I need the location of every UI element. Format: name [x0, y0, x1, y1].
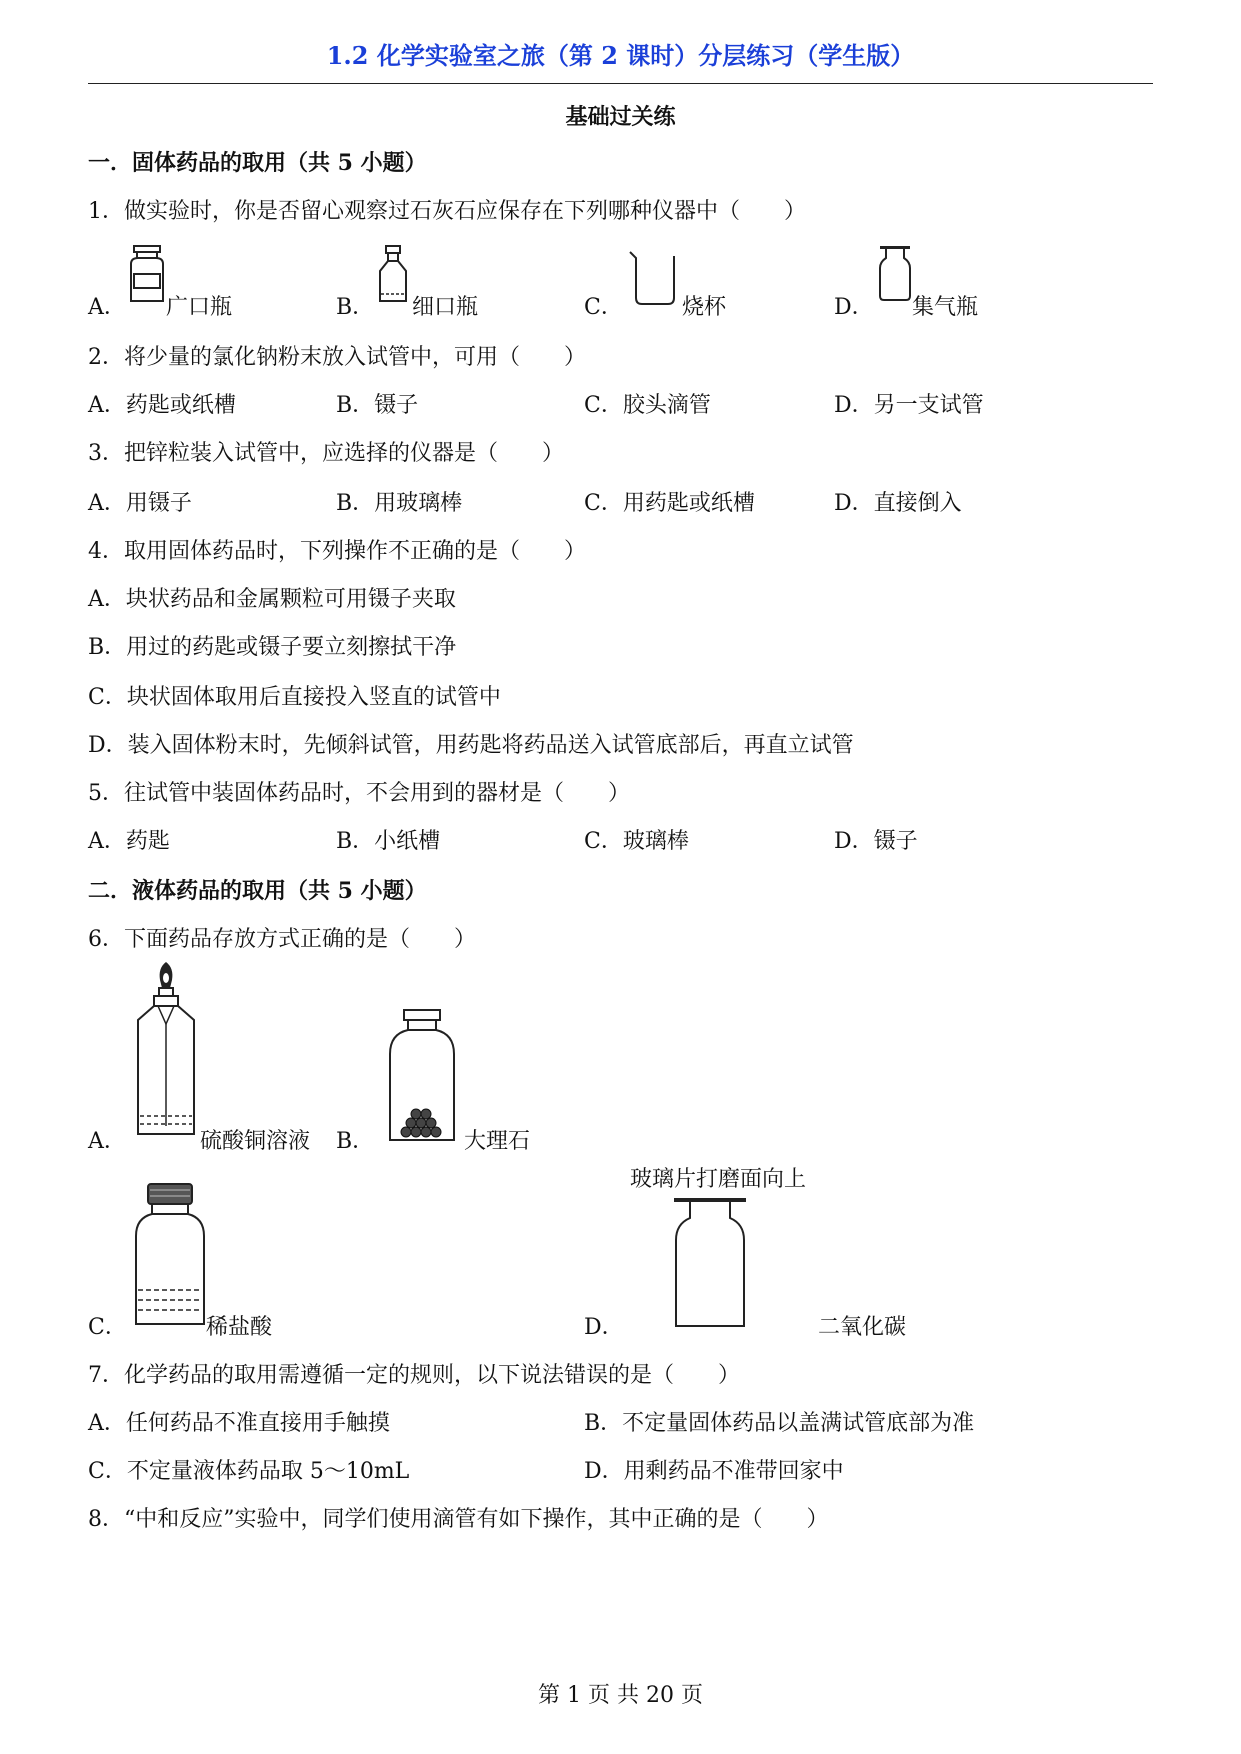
marble-bottle-icon	[382, 1006, 462, 1150]
q5-option-b: B．小纸槽	[336, 829, 441, 854]
q2-option-d: D．另一支试管	[834, 393, 984, 418]
q2-option-c: C．胶头滴管	[584, 393, 711, 418]
subtitle: 基础过关练	[565, 104, 676, 130]
gas-jar-with-glass-plate-icon	[670, 1196, 750, 1330]
question-2-stem: 2．将少量的氯化钠粉末放入试管中，可用（ ）	[88, 345, 586, 370]
q6-option-c-text: 稀盐酸	[206, 1315, 273, 1340]
q4-option-c: C．块状固体取用后直接投入竖直的试管中	[88, 685, 501, 710]
q3-option-b: B．用玻璃棒	[336, 491, 463, 516]
q2-option-b: B．镊子	[336, 393, 419, 418]
q1-option-a-text: 广口瓶	[166, 295, 233, 320]
q1-option-d-letter: D．	[834, 295, 874, 320]
q1-option-c-text: 烧杯	[682, 295, 727, 320]
question-4-stem: 4．取用固体药品时，下列操作不正确的是（ ）	[88, 539, 586, 564]
beaker-icon	[628, 250, 680, 308]
q5-option-a: A．药匙	[88, 829, 170, 854]
q7-option-a: A．任何药品不准直接用手触摸	[88, 1411, 390, 1436]
section-heading-2: 二．液体药品的取用（共 5 小题）	[88, 878, 427, 904]
header-divider	[88, 83, 1153, 84]
q3-option-d: D．直接倒入	[834, 491, 962, 516]
dropper-bottle-icon	[132, 958, 202, 1144]
q5-option-d: D．镊子	[834, 829, 918, 854]
q7-option-b: B．不定量固体药品以盖满试管底部为准	[584, 1411, 975, 1436]
q1-option-b-text: 细口瓶	[412, 295, 479, 320]
question-7-stem: 7．化学药品的取用需遵循一定的规则，以下说法错误的是（ ）	[88, 1363, 740, 1388]
q3-option-c: C．用药匙或纸槽	[584, 491, 755, 516]
q1-option-d-text: 集气瓶	[912, 295, 979, 320]
q4-option-d: D．装入固体粉末时，先倾斜试管，用药匙将药品送入试管底部后，再直立试管	[88, 733, 854, 758]
q4-option-a: A．块状药品和金属颗粒可用镊子夹取	[88, 587, 456, 612]
q3-option-a: A．用镊子	[88, 491, 192, 516]
q6-option-a-letter: A．	[88, 1129, 126, 1154]
q6-option-b-letter: B．	[336, 1129, 375, 1154]
q5-option-c: C．玻璃棒	[584, 829, 689, 854]
section-heading-1: 一．固体药品的取用（共 5 小题）	[88, 150, 427, 176]
q6-option-b-text: 大理石	[464, 1129, 531, 1154]
q6-option-a-text: 硫酸铜溶液	[200, 1129, 311, 1154]
q7-option-d: D．用剩药品不准带回家中	[584, 1459, 844, 1484]
question-8-stem: 8．“中和反应”实验中，同学们使用滴管有如下操作，其中正确的是（ ）	[88, 1507, 829, 1532]
question-1-stem: 1．做实验时，你是否留心观察过石灰石应保存在下列哪种仪器中（ ）	[88, 199, 806, 224]
q6-option-d-letter: D．	[584, 1315, 624, 1340]
q6-option-d-annotation: 玻璃片打磨面向上	[630, 1167, 807, 1192]
wide-mouth-bottle-icon	[128, 244, 168, 306]
q6-option-c-letter: C．	[88, 1315, 127, 1340]
page-footer: 第 1 页 共 20 页	[538, 1683, 703, 1708]
q7-option-c: C．不定量液体药品取 5～10mL	[88, 1459, 410, 1484]
q1-option-c-letter: C．	[584, 295, 623, 320]
question-6-stem: 6．下面药品存放方式正确的是（ ）	[88, 927, 476, 952]
q4-option-b: B．用过的药匙或镊子要立刻擦拭干净	[88, 635, 457, 660]
q1-option-a-letter: A．	[88, 295, 126, 320]
question-5-stem: 5．往试管中装固体药品时，不会用到的器材是（ ）	[88, 781, 630, 806]
q2-option-a: A．药匙或纸槽	[88, 393, 236, 418]
q6-option-d-text: 二氧化碳	[818, 1315, 907, 1340]
question-3-stem: 3．把锌粒装入试管中，应选择的仪器是（ ）	[88, 441, 564, 466]
narrow-mouth-bottle-icon	[374, 244, 414, 306]
document-title: 1.2 化学实验室之旅（第 2 课时）分层练习（学生版）	[326, 41, 915, 70]
q1-option-b-letter: B．	[336, 295, 375, 320]
gas-jar-icon	[876, 244, 916, 306]
acid-bottle-icon	[132, 1182, 208, 1334]
